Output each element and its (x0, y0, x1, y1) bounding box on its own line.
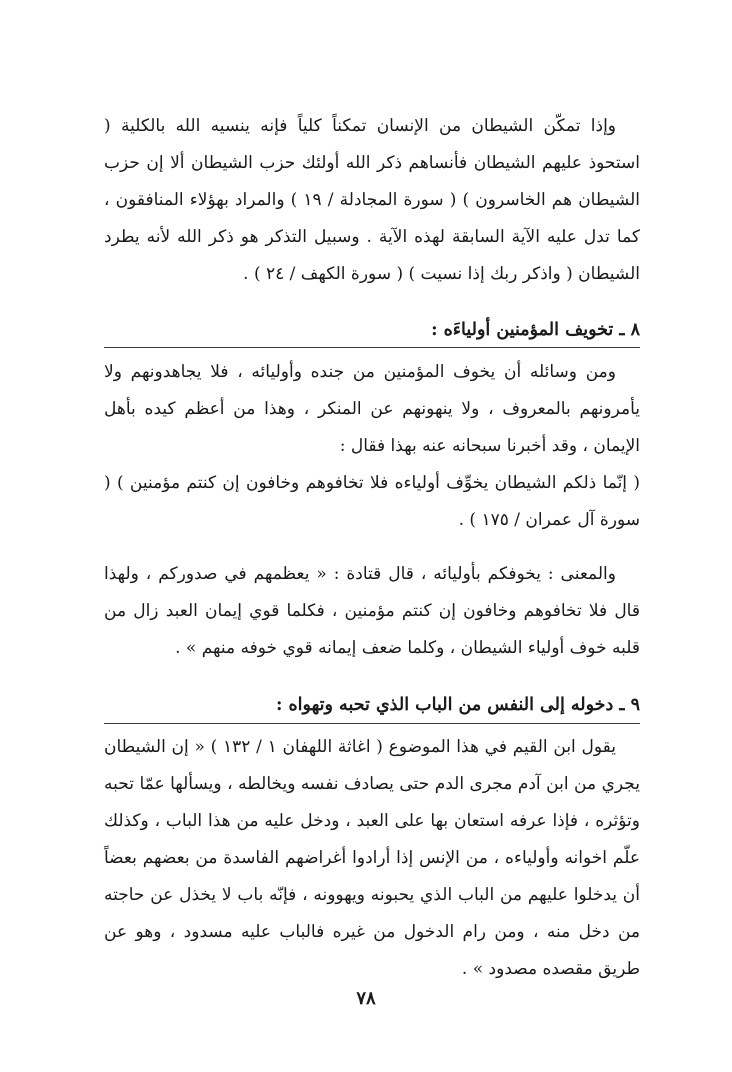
page-number: ٧٨ (356, 988, 376, 1009)
paragraph-ibn-qayyim: يقول ابن القيم في هذا الموضوع ( اغاثة اللهفان ١ / ١٣٢ ) « إن الشيطان يجري من ابن آدم مجرى الدم حتى يصادف نفسه ويخالطه ، ويسألها عمّا تحبه وتؤثره ، فإذا عرفه استعان بها على العبد ، ودخل عليه من هذا الباب ، وكذلك علّم اخوانه وأولياءه ، من الإنس إذا أرادوا أغراضهم الفاسدة من بعضهم بعضاً أن يدخلوا عليهم من الباب الذي يحبونه ويهوونه ، فإنّه باب لا يخذل عن حاجته من دخل منه ، ومن رام الدخول من غيره فالباب عليه مسدود ، وهو عن طريق مقصده مصدود » . (104, 737, 640, 979)
heading-divider (104, 723, 640, 724)
paragraph-quran-quote: ( إنّما ذلكم الشيطان يخوِّف أولياءه فلا تخافوهم وخافون إن كنتم مؤمنين ) ( سورة آل عمران / ١٧٥ ) . (104, 473, 640, 530)
heading-divider (104, 347, 640, 348)
paragraph-qatada-meaning: والمعنى : يخوفكم بأوليائه ، قال قتادة : « يعظمهم في صدوركم ، ولهذا قال فلا تخافوهم وخافون إن كنتم مؤمنين ، فكلما قوي إيمان العبد زال من قلبه خوف أولياء الشيطان ، وكلما ضعف إيمانه قوي خوفه منهم » . (104, 564, 640, 658)
paragraph-frightening-believers: ومن وسائله أن يخوف المؤمنين من جنده وأوليائه ، فلا يجاهدونهم ولا يأمرونهم بالمعروف ، ولا ينهونهم عن المنكر ، وهذا من أعظم كيده بأهل الإيمان ، وقد أخبرنا سبحانه عنه بهذا فقال : (104, 362, 640, 456)
section-heading-8: ٨ ـ تخويف المؤمنين أولياءَه : (431, 320, 640, 340)
paragraph-satan-overcomes: وإذا تمكّن الشيطان من الإنسان تمكناً كلياً فإنه ينسيه الله بالكلية ( استحوذ عليهم الشيطان فأنساهم ذكر الله أولئك حزب الشيطان ألا إن حزب الشيطان هم الخاسرون ) ( سورة المجادلة / ١٩ ) والمراد بهؤلاء المنافقون ، كما تدل عليه الآية السابقة لهذه الآية . وسبيل التذكر هو ذكر الله لأنه يطرد الشيطان ( واذكر ربك إذا نسيت ) ( سورة الكهف / ٢٤ ) . (104, 116, 641, 284)
section-heading-9: ٩ ـ دخوله إلى النفس من الباب الذي تحبه وتهواه : (275, 695, 640, 715)
